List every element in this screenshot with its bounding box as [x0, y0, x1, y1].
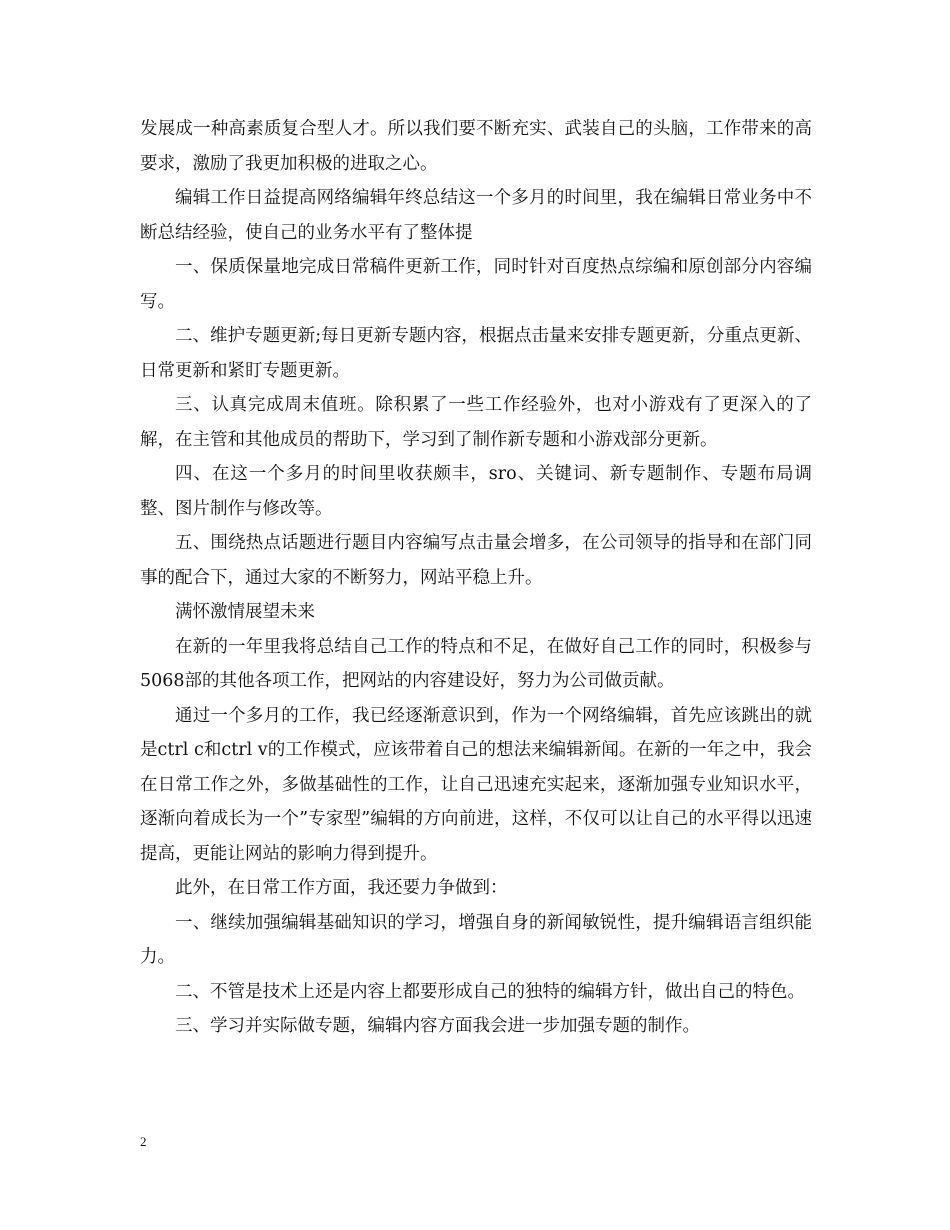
paragraph: 二、不管是技术上还是内容上都要形成自己的独特的编辑方针，做出自己的特色。 [175, 981, 805, 1002]
paragraph: 编辑工作日益提高网络编辑年终总结这一个多月的时间里，我在编辑日常业务中不断总结经验，使自己的业务水平有了整体提 [140, 188, 812, 243]
page-number: 2 [140, 1134, 147, 1149]
paragraph: 一、保质保量地完成日常稿件更新工作，同时针对百度热点综编和原创部分内容编写。 [140, 257, 812, 312]
paragraph: 三、认真完成周末值班。除积累了一些工作经验外，也对小游戏有了更深入的了解，在主管和其他成员的帮助下，学习到了制作新专题和小游戏部分更新。 [140, 395, 812, 450]
document-body [140, 112, 812, 1044]
paragraph: 一、继续加强编辑基础知识的学习，增强自身的新闻敏锐性，提升编辑语言组织能力。 [140, 912, 812, 967]
paragraph: 在新的一年里我将总结自己工作的特点和不足，在做好自己工作的同时，积极参与5068部的其他各项工作，把网站的内容建设好，努力为公司做贡献。 [140, 636, 812, 691]
paragraph: 二、维护专题更新;每日更新专题内容，根据点击量来安排专题更新，分重点更新、日常更新和紧盯专题更新。 [140, 326, 812, 381]
paragraph: 通过一个多月的工作，我已经逐渐意识到，作为一个网络编辑，首先应该跳出的就是ctrl c和ctrl v的工作模式，应该带着自己的想法来编辑新闻。在新的一年之中，我会在日常工作之外，多做基础性的工作，让自己迅速充实起来，逐渐加强专业知识水平，逐渐向着成长为一个”专家型”编辑的方向前进，这样，不仅可以让自己的水平得以迅速提高，更能让网站的影响力得到提升。 [140, 705, 812, 864]
section-heading: 满怀激情展望未来 [175, 602, 315, 622]
paragraph-continuation: 发展成一种高素质复合型人才。所以我们要不断充实、武装自己的头脑，工作带来的高要求，激励了我更加积极的进取之心。 [140, 119, 812, 174]
paragraph: 四、在这一个多月的时间里收获颇丰，sro、关键词、新专题制作、专题布局调整、图片制作与修改等。 [140, 464, 812, 519]
paragraph: 三、学习并实际做专题，编辑内容方面我会进一步加强专题的制作。 [175, 1016, 700, 1036]
paragraph: 五、围绕热点话题进行题目内容编写点击量会增多，在公司领导的指导和在部门同事的配合下，通过大家的不断努力，网站平稳上升。 [140, 533, 812, 588]
paragraph: 此外，在日常工作方面，我还要力争做到： [175, 878, 508, 898]
